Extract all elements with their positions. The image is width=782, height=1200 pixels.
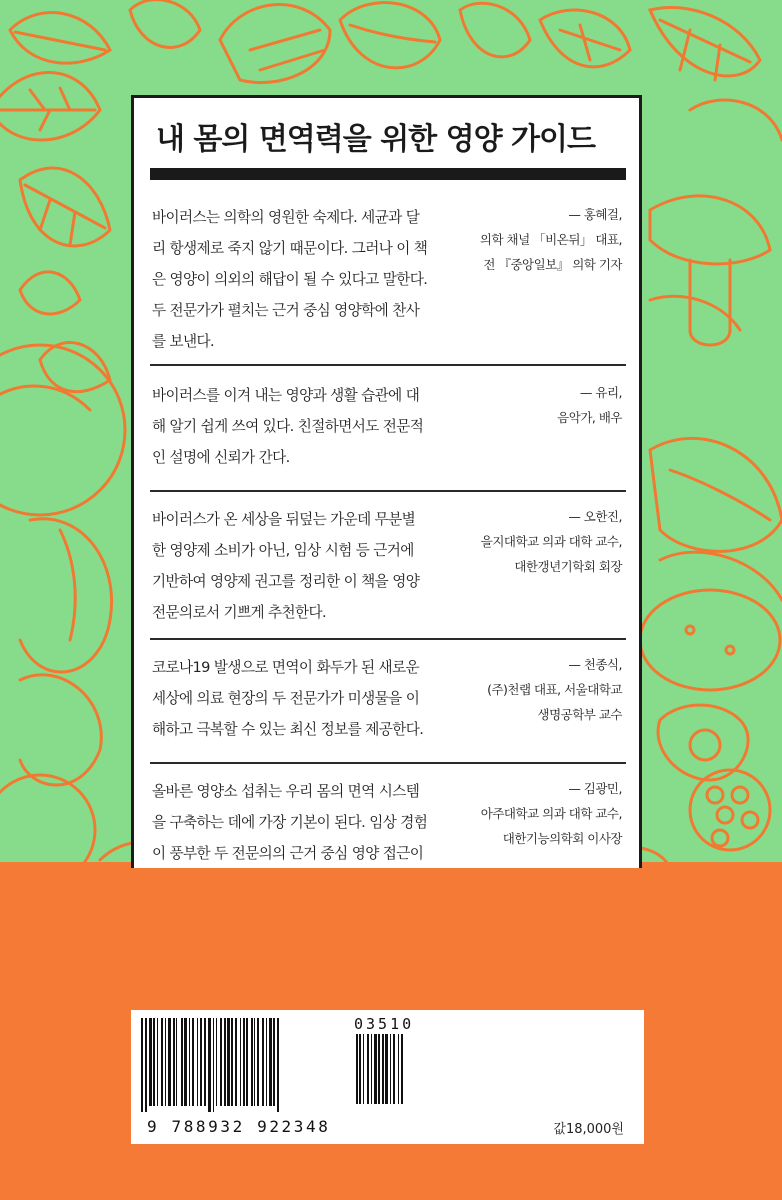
barcode-bar (231, 1018, 233, 1106)
barcode-bar (173, 1018, 175, 1106)
attribution-line: (주)천랩 대표, 서울대학교 (487, 682, 622, 697)
quote-line: 올바른 영양소 섭취는 우리 몸의 면역 시스템 (152, 783, 420, 800)
quote-line: 인 설명에 신뢰가 간다. (152, 449, 290, 466)
barcode-bar (262, 1018, 264, 1106)
endorsement-attribution (452, 504, 622, 579)
quote-line: 바이러스는 의학의 영원한 숙제다. 세균과 달 (152, 209, 420, 226)
attribution-line: 을지대학교 의과 대학 교수, (480, 534, 622, 549)
barcode-bar (390, 1034, 391, 1104)
barcode-bar (204, 1018, 206, 1106)
barcode-bar (378, 1034, 380, 1104)
barcode-bar (168, 1018, 171, 1106)
barcode-bar (141, 1018, 143, 1112)
quote-line: 한 영양제 소비가 아닌, 임상 시험 등 근거에 (152, 542, 414, 559)
attribution-line: 의학 채널 「비온뒤」 대표, (479, 232, 622, 247)
isbn-barcode (139, 1018, 344, 1116)
barcode-bar (356, 1034, 358, 1104)
attribution-line: — 홍혜걸, (568, 207, 622, 222)
attribution-line: 음악가, 배우 (557, 410, 622, 425)
endorsement-quote (152, 380, 462, 473)
endorsement-quote (152, 652, 462, 745)
quote-line: 바이러스를 이겨 내는 영양과 생활 습관에 대 (152, 387, 420, 404)
endorsement-quote (152, 776, 462, 868)
barcode-bar (382, 1034, 384, 1104)
endorsement-attribution (452, 380, 622, 430)
quote-line: 전문의로서 기쁘게 추천한다. (152, 604, 327, 621)
quote-line: 리 항생제로 죽지 않기 때문이다. 그러나 이 책 (152, 240, 428, 257)
attribution-line: 대한갱년기학회 회장 (514, 559, 622, 574)
barcode-bar (208, 1018, 211, 1112)
barcode-bar (240, 1018, 241, 1106)
barcode-bar (216, 1018, 217, 1106)
title-underline (150, 168, 626, 180)
panel-title: 내 몸의 면역력을 위한 영양 가이드 (156, 122, 595, 157)
barcode-bar (367, 1034, 369, 1104)
addon-barcode (354, 1034, 429, 1114)
barcode-bar (243, 1018, 245, 1106)
barcode-bar (273, 1018, 275, 1106)
barcode-bar (161, 1018, 163, 1106)
endorsement-item (150, 380, 626, 480)
barcode-bar (246, 1018, 248, 1106)
quote-line: 을 구축하는 데에 가장 기본이 된다. 임상 경험 (152, 814, 428, 831)
section-divider (150, 490, 626, 492)
endorsement-quote (152, 504, 462, 628)
barcode-bar (371, 1034, 372, 1104)
barcode-bar (200, 1018, 202, 1106)
attribution-line: 아주대학교 의과 대학 교수, (480, 806, 622, 821)
barcode-bar (153, 1018, 155, 1106)
isbn-number: 9 788932 922348 (147, 1117, 331, 1136)
barcode-bar (189, 1018, 190, 1106)
endorsement-item (150, 504, 626, 634)
price-label: 값18,000원 (553, 1122, 624, 1137)
endorsement-item (150, 652, 626, 752)
barcode-bar (393, 1034, 395, 1104)
section-divider (150, 762, 626, 764)
endorsement-quote (152, 202, 462, 357)
quote-line: 이 풍부한 두 전문의의 근거 중심 영양 접근이 (152, 845, 424, 862)
barcode-bar (220, 1018, 222, 1106)
barcode-bar (254, 1018, 255, 1106)
endorsement-item (150, 776, 626, 868)
quote-line: 해하고 극복할 수 있는 최신 정보를 제공한다. (152, 721, 424, 738)
barcode-bar (363, 1034, 364, 1104)
barcode-bar (398, 1034, 399, 1104)
barcode-bar (251, 1018, 253, 1106)
barcode-bar (181, 1018, 183, 1106)
barcode-bar (165, 1018, 166, 1106)
quote-line: 해 알기 쉽게 쓰여 있다. 친절하면서도 전문적 (152, 418, 424, 435)
attribution-line: — 유리, (579, 385, 622, 400)
section-divider (150, 638, 626, 640)
barcode-bar (385, 1034, 388, 1104)
section-divider (150, 364, 626, 366)
barcode-bar (277, 1018, 279, 1112)
endorsement-attribution (452, 202, 622, 277)
attribution-line: — 천종식, (568, 657, 622, 672)
quote-line: 를 보낸다. (152, 333, 215, 350)
barcode-bar (149, 1018, 152, 1106)
barcode-bar (269, 1018, 272, 1106)
barcode-bar (192, 1018, 194, 1106)
attribution-line: — 김광민, (568, 781, 622, 796)
barcode-bar (257, 1018, 259, 1106)
quote-line: 두 전문가가 펼치는 근거 중심 영양학에 찬사 (152, 302, 420, 319)
barcode-bar (176, 1018, 177, 1106)
endorsement-attribution (452, 776, 622, 851)
barcode-bar (157, 1018, 158, 1106)
barcode-bar (266, 1018, 267, 1106)
quote-line: 바이러스가 온 세상을 뒤덮는 가운데 무분별 (152, 511, 416, 528)
barcode-bar (224, 1018, 226, 1106)
barcode-bar (197, 1018, 198, 1106)
barcode-bar (184, 1018, 187, 1106)
endorsement-panel (131, 95, 642, 868)
quote-line: 은 영양이 의외의 해답이 될 수 있다고 말한다. (152, 271, 428, 288)
addon-code: 03510 (354, 1015, 415, 1033)
quote-line: 코로나19 발생으로 면역이 화두가 된 새로운 (152, 659, 420, 676)
attribution-line: 전 『중앙일보』 의학 기자 (483, 257, 622, 272)
barcode-bar (213, 1018, 214, 1112)
attribution-line: 생명공학부 교수 (537, 707, 622, 722)
endorsement-item (150, 202, 626, 362)
quote-line: 세상에 의료 현장의 두 전문가가 미생물을 이 (152, 690, 420, 707)
barcode-bar (359, 1034, 361, 1104)
endorsement-attribution (452, 652, 622, 727)
isbn-barcode-label (131, 1010, 644, 1144)
attribution-line: — 오한진, (568, 509, 622, 524)
barcode-bar (235, 1018, 237, 1106)
barcode-bar (401, 1034, 403, 1104)
barcode-bar (145, 1018, 147, 1112)
quote-line: 기반하여 영양제 권고를 정리한 이 책을 영양 (152, 573, 420, 590)
barcode-bar (227, 1018, 230, 1106)
barcode-bar (374, 1034, 377, 1104)
attribution-line: 대한기능의학회 이사장 (502, 831, 622, 846)
